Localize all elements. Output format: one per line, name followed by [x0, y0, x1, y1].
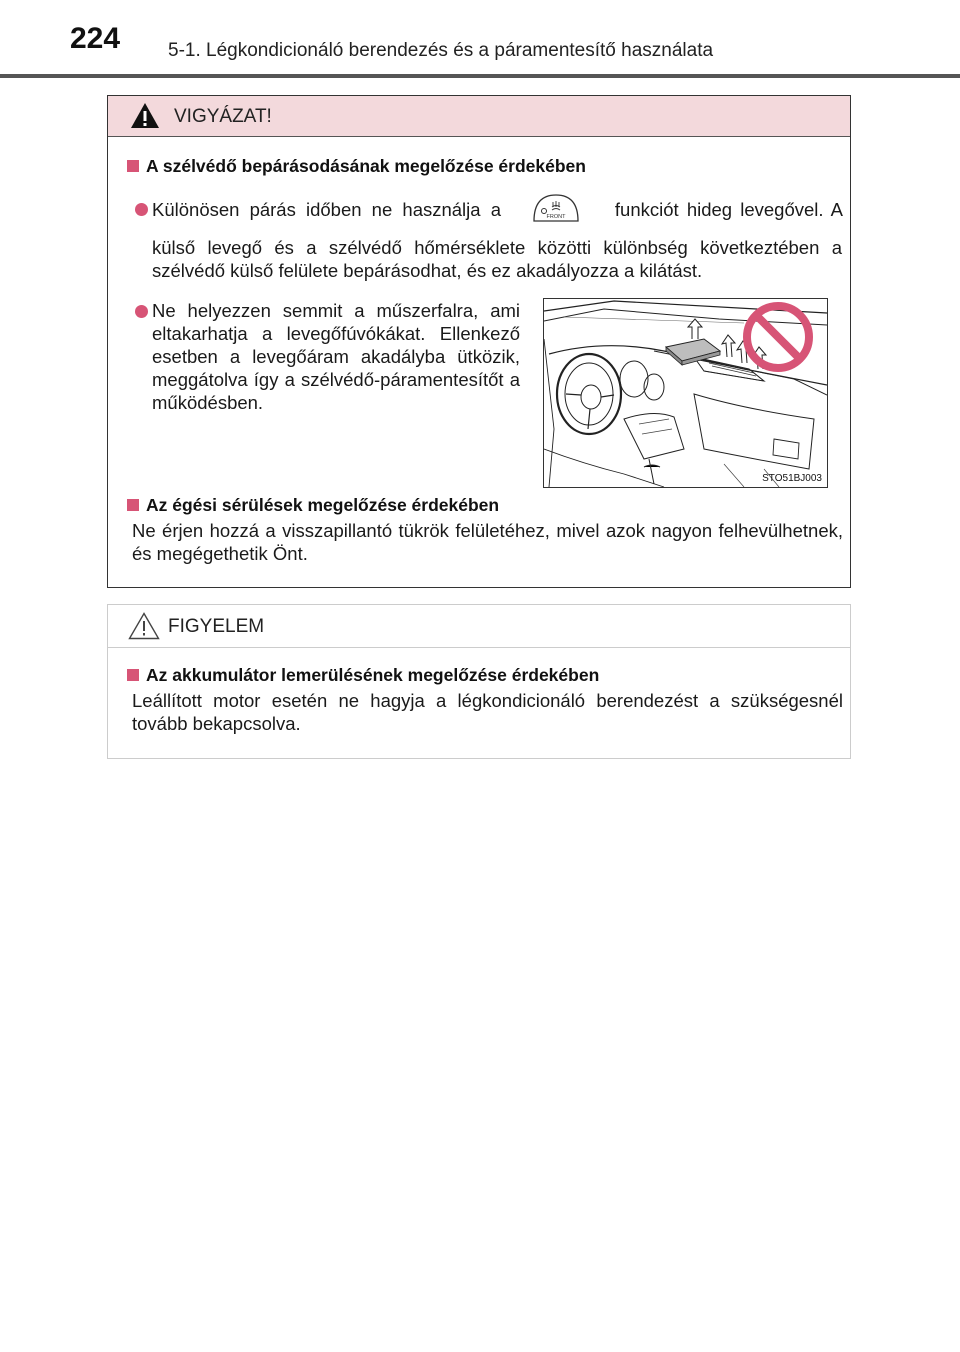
warning-section1-title-text: A szélvédő bepárásodásának megelőzése érdekében: [146, 156, 586, 176]
notice-box-header: [108, 605, 850, 648]
warning-label: VIGYÁZAT!: [174, 106, 272, 127]
dashboard-figure: [543, 298, 828, 488]
bullet2-text: Ne helyezzen semmit a műszerfalra, ami eltakarhatja a levegőfúvókákat. Ellenkező esetben a levegőáram akadályba ütközik, meggátolva így a szélvédő-páramentesítőt a működésben.: [152, 300, 520, 413]
page-number: 224: [70, 22, 121, 55]
bullet1-line1-b: funkciót hideg levegővel. A: [614, 199, 843, 220]
front-defroster-button-icon: [530, 193, 582, 223]
bullet1-line1-a: Különösen párás időben ne használja a: [152, 199, 501, 220]
notice-section-title-text: Az akkumulátor lemerülésének megelőzése érdekében: [146, 665, 600, 685]
section-square-icon: [127, 669, 139, 681]
warning-box-header: [108, 96, 850, 137]
notice-section-title: [127, 665, 599, 686]
warning-triangle-icon: [130, 102, 160, 129]
warning-section2-title-text: Az égési sérülések megelőzése érdekében: [146, 495, 500, 515]
front-button-label: FRONT: [546, 214, 566, 220]
warning-section1-title: [127, 156, 586, 177]
notice-section-text: Leállított motor esetén ne hagyja a légkondicionáló berendezést a szükségesnél tovább bekapcsolva.: [132, 690, 843, 734]
caution-triangle-icon: [128, 612, 160, 640]
chapter-title: 5-1. Légkondicionáló berendezés és a páramentesítő használata: [168, 40, 714, 61]
section-square-icon: [127, 499, 139, 511]
header-rule: [0, 74, 960, 78]
figure-code: STO51BJ003: [762, 473, 822, 484]
warning-section2-text: Ne érjen hozzá a visszapillantó tükrök felületéhez, mivel azok nagyon felhevülhetnek, és megégethetik Önt.: [132, 520, 843, 564]
bullet-dot-icon: [135, 305, 148, 318]
section-square-icon: [127, 160, 139, 172]
warning-section2-title: [127, 495, 499, 516]
bullet1-rest: külső levegő és a szélvédő hőmérséklete közötti különbség következtében a szélvédő külső felülete bepárásodhat, és ez akadályozza a kilátást.: [152, 237, 842, 281]
bullet-dot-icon: [135, 203, 148, 216]
notice-label: FIGYELEM: [168, 616, 265, 637]
dashboard-illustration: [544, 299, 827, 487]
